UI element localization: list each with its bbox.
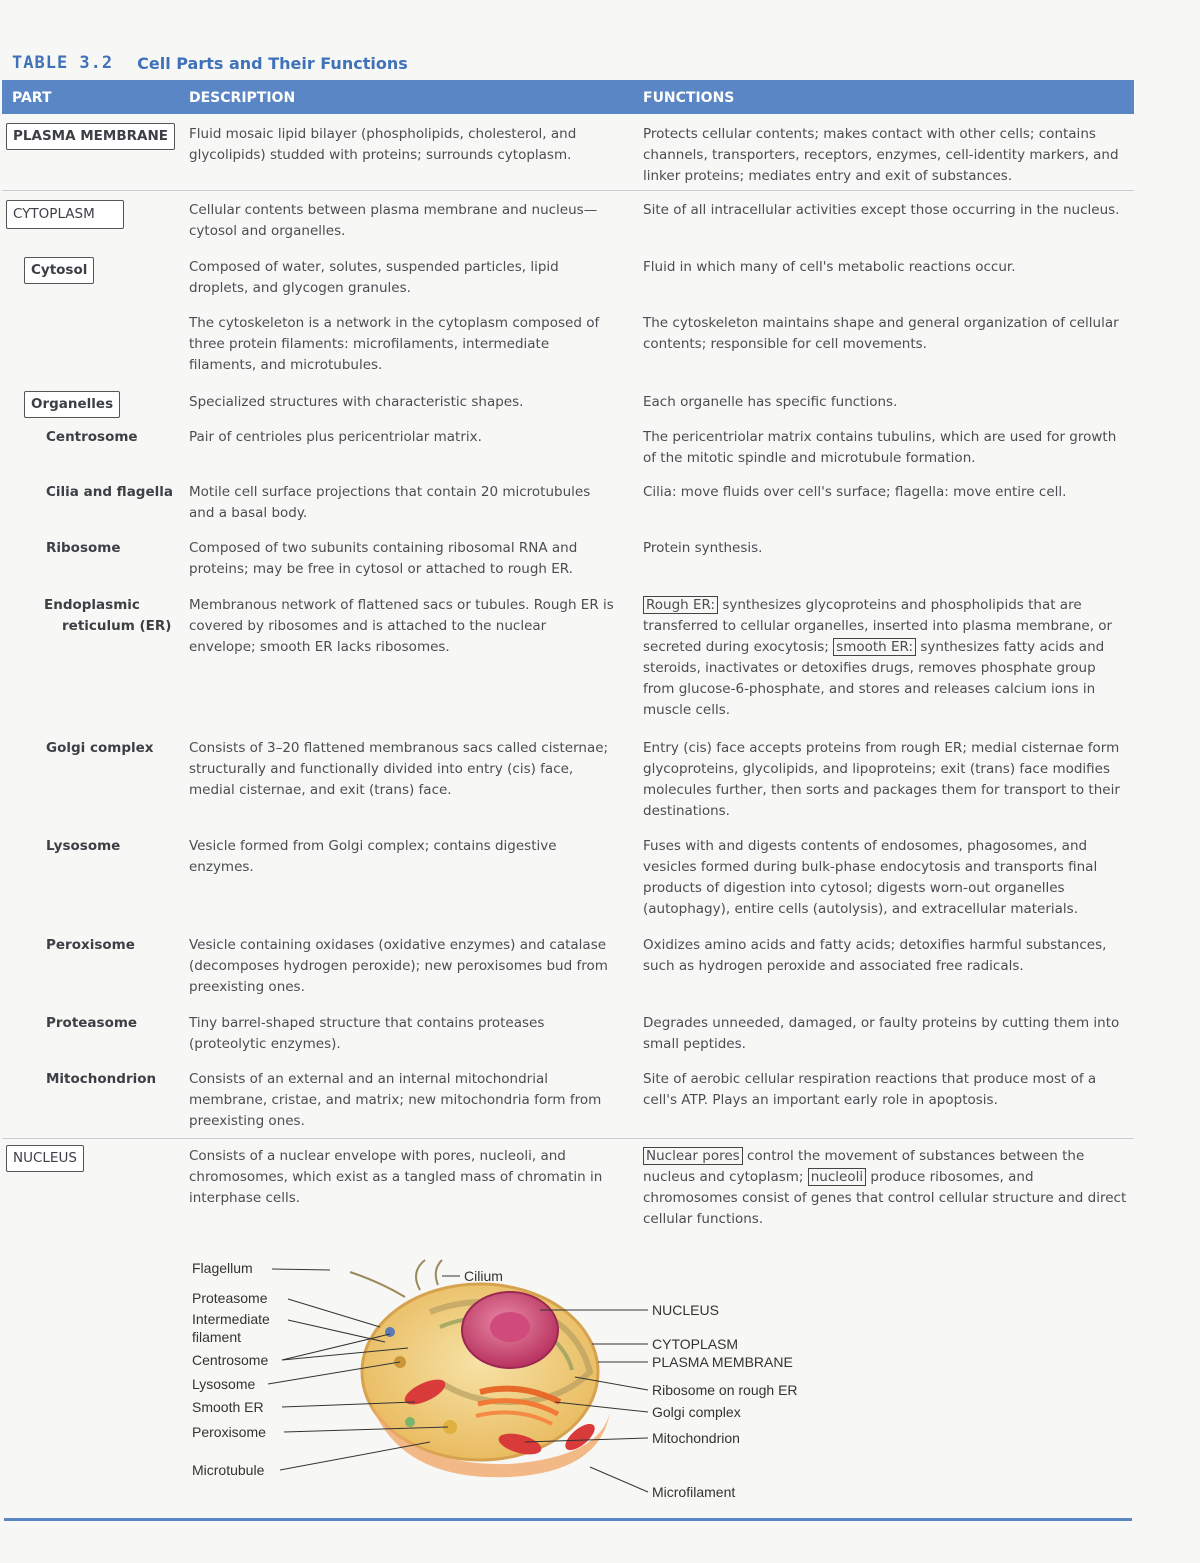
centrosome-shape	[385, 1327, 395, 1337]
table-number: TABLE 3.2	[12, 53, 114, 73]
nuclear-pores-highlight: Nuclear pores	[643, 1147, 743, 1165]
functions-cell: Fuses with and digests contents of endosomes, phagosomes, and vesicles formed during bulk-phase endocytosis and transports final products of digestion into cytosol; digests worn-out organelles (autophagy), entire cells (autolysis), and extracellular materials.	[643, 838, 1098, 917]
label-centrosome: Centrosome	[192, 1352, 269, 1368]
table-title-row	[12, 48, 408, 78]
label-cilium: Cilium	[464, 1268, 503, 1284]
divider	[2, 190, 1134, 191]
vesicle-shape	[405, 1417, 415, 1427]
header-part: PART	[12, 90, 52, 106]
description-cell: Specialized structures with characteristic shapes.	[189, 394, 524, 410]
label-lysosome: Lysosome	[192, 1376, 256, 1392]
header-functions: FUNCTIONS	[643, 90, 735, 106]
functions-cell: Site of aerobic cellular respiration reactions that produce most of a cell's ATP. Plays an important early role in apoptosis.	[643, 1071, 1097, 1108]
label-peroxisome: Peroxisome	[192, 1424, 266, 1440]
functions-text-b: produce ribosomes, and chromosomes consist of genes that control cellular structure and direct cellular functions.	[643, 1169, 1127, 1227]
flagellum-shape	[350, 1272, 405, 1297]
cilium-shape	[416, 1260, 425, 1290]
label-golgi: Golgi complex	[652, 1404, 741, 1420]
label-mitochondrion: Mitochondrion	[652, 1430, 740, 1446]
functions-cell: Oxidizes amino acids and fatty acids; detoxifies harmful substances, such as hydrogen peroxide and associated free radicals.	[643, 937, 1107, 974]
functions-cell: Protects cellular contents; makes contact with other cells; contains channels, transporters, receptors, enzymes, cell-identity markers, and linker proteins; mediates entry and exit of substances.	[643, 126, 1119, 184]
functions-cell: Protein synthesis.	[643, 540, 763, 556]
part-label: Endoplasmic	[44, 597, 140, 613]
description-cell: Motile cell surface projections that contain 20 microtubules and a basal body.	[189, 484, 591, 521]
part-label: Golgi complex	[46, 740, 154, 756]
functions-cell: Cilia: move fluids over cell's surface; flagella: move entire cell.	[643, 484, 1067, 500]
label-microtubule: Microtubule	[192, 1462, 265, 1478]
description-cell: Consists of a nuclear envelope with pores, nucleoli, and chromosomes, which exist as a tangled mass of chromatin in interphase cells.	[189, 1148, 603, 1206]
part-label: CYTOPLASM	[6, 200, 124, 229]
label-intermediate: Intermediate	[192, 1311, 270, 1327]
label-smooth-er: Smooth ER	[192, 1399, 264, 1415]
description-cell: Fluid mosaic lipid bilayer (phospholipids, cholesterol, and glycolipids) studded with proteins; surrounds cytoplasm.	[189, 126, 577, 163]
part-label: Peroxisome	[46, 937, 135, 953]
label-flagellum: Flagellum	[192, 1260, 253, 1276]
nucleolus-shape	[490, 1312, 530, 1342]
table-title: Cell Parts and Their Functions	[137, 53, 408, 73]
table-header	[2, 80, 1134, 114]
functions-cell: Site of all intracellular activities except those occurring in the nucleus.	[643, 202, 1120, 218]
part-label: Cytosol	[24, 257, 94, 284]
part-label: NUCLEUS	[6, 1145, 84, 1172]
rough-er-highlight: Rough ER:	[643, 596, 718, 614]
part-label: Proteasome	[46, 1015, 138, 1031]
cell-diagram	[180, 1252, 860, 1522]
functions-cell	[643, 1146, 1128, 1230]
part-label: Ribosome	[46, 540, 121, 556]
functions-cell: Each organelle has specific functions.	[643, 394, 898, 410]
bottom-rule	[4, 1518, 1132, 1521]
description-cell: Membranous network of flattened sacs or tubules. Rough ER is covered by ribosomes and is attached to the nuclear envelope; smooth ER lacks ribosomes.	[189, 597, 614, 655]
functions-text-a: control the movement of substances between the nucleus and cytoplasm;	[643, 1148, 1085, 1185]
label-microfilament: Microfilament	[652, 1484, 736, 1500]
label-nucleus: NUCLEUS	[652, 1302, 719, 1318]
label-ribosome-rough-er: Ribosome on rough ER	[652, 1382, 798, 1398]
smooth-er-highlight: smooth ER:	[833, 638, 916, 656]
functions-text-b: synthesizes fatty acids and steroids, inactivates or detoxifies drugs, removes phosphate group from glucose-6-phosphate, and stores and releases calcium ions in muscle cells.	[643, 639, 1105, 718]
functions-cell: Degrades unneeded, damaged, or faulty proteins by cutting them into small peptides.	[643, 1015, 1120, 1052]
functions-cell: The cytoskeleton maintains shape and general organization of cellular contents; responsible for cell movements.	[643, 315, 1119, 352]
description-cell: Vesicle formed from Golgi complex; contains digestive enzymes.	[189, 838, 557, 875]
part-label: Cilia and flagella	[46, 484, 173, 500]
functions-cell	[643, 595, 1128, 721]
description-cell: Composed of water, solutes, suspended particles, lipid droplets, and glycogen granules.	[189, 259, 559, 296]
label-proteasome: Proteasome	[192, 1290, 268, 1306]
nucleoli-highlight: nucleoli	[808, 1168, 866, 1186]
part-label: Centrosome	[46, 429, 138, 445]
functions-cell: Entry (cis) face accepts proteins from rough ER; medial cisternae form glycoproteins, glycolipids, and lipoproteins; exit (trans) face modifies molecules further, then sorts and packages them for transport to their destinations.	[643, 740, 1120, 819]
cilium-shape-2	[436, 1260, 442, 1285]
part-label-line2: reticulum (ER)	[62, 618, 172, 634]
description-cell: Tiny barrel-shaped structure that contains proteases (proteolytic enzymes).	[189, 1015, 545, 1052]
part-label: Organelles	[24, 391, 120, 418]
part-label: PLASMA MEMBRANE	[6, 123, 175, 150]
label-cytoplasm: CYTOPLASM	[652, 1336, 739, 1352]
description-cell: Cellular contents between plasma membrane and nucleus—cytosol and organelles.	[189, 202, 598, 239]
part-label: Mitochondrion	[46, 1071, 157, 1087]
description-cell: The cytoskeleton is a network in the cytoplasm composed of three protein filaments: microfilaments, intermediate filaments, and microtubules.	[189, 315, 600, 373]
label-plasma-membrane: PLASMA MEMBRANE	[652, 1354, 793, 1370]
description-cell: Pair of centrioles plus pericentriolar matrix.	[189, 429, 482, 445]
functions-text-a: synthesizes glycoproteins and phospholipids that are transferred to cellular organelles, inserted into plasma membrane, or secreted during exocytosis;	[643, 597, 1113, 655]
description-cell: Consists of 3–20 flattened membranous sacs called cisternae; structurally and functionally divided into entry (cis) face, medial cisternae, and exit (trans) face.	[189, 740, 609, 798]
header-description: DESCRIPTION	[189, 90, 296, 106]
description-cell: Consists of an external and an internal mitochondrial membrane, cristae, and matrix; new mitochondria form from preexisting ones.	[189, 1071, 602, 1129]
description-cell: Vesicle containing oxidases (oxidative enzymes) and catalase (decomposes hydrogen peroxide); new peroxisomes bud from preexisting ones.	[189, 937, 608, 995]
label-filament: filament	[192, 1329, 242, 1345]
description-cell: Composed of two subunits containing ribosomal RNA and proteins; may be free in cytosol or attached to rough ER.	[189, 540, 578, 577]
part-label: Lysosome	[46, 838, 121, 854]
functions-cell: Fluid in which many of cell's metabolic reactions occur.	[643, 259, 1016, 275]
functions-cell: The pericentriolar matrix contains tubulins, which are used for growth of the mitotic spindle and microtubule formation.	[643, 429, 1117, 466]
divider	[2, 1138, 1134, 1139]
